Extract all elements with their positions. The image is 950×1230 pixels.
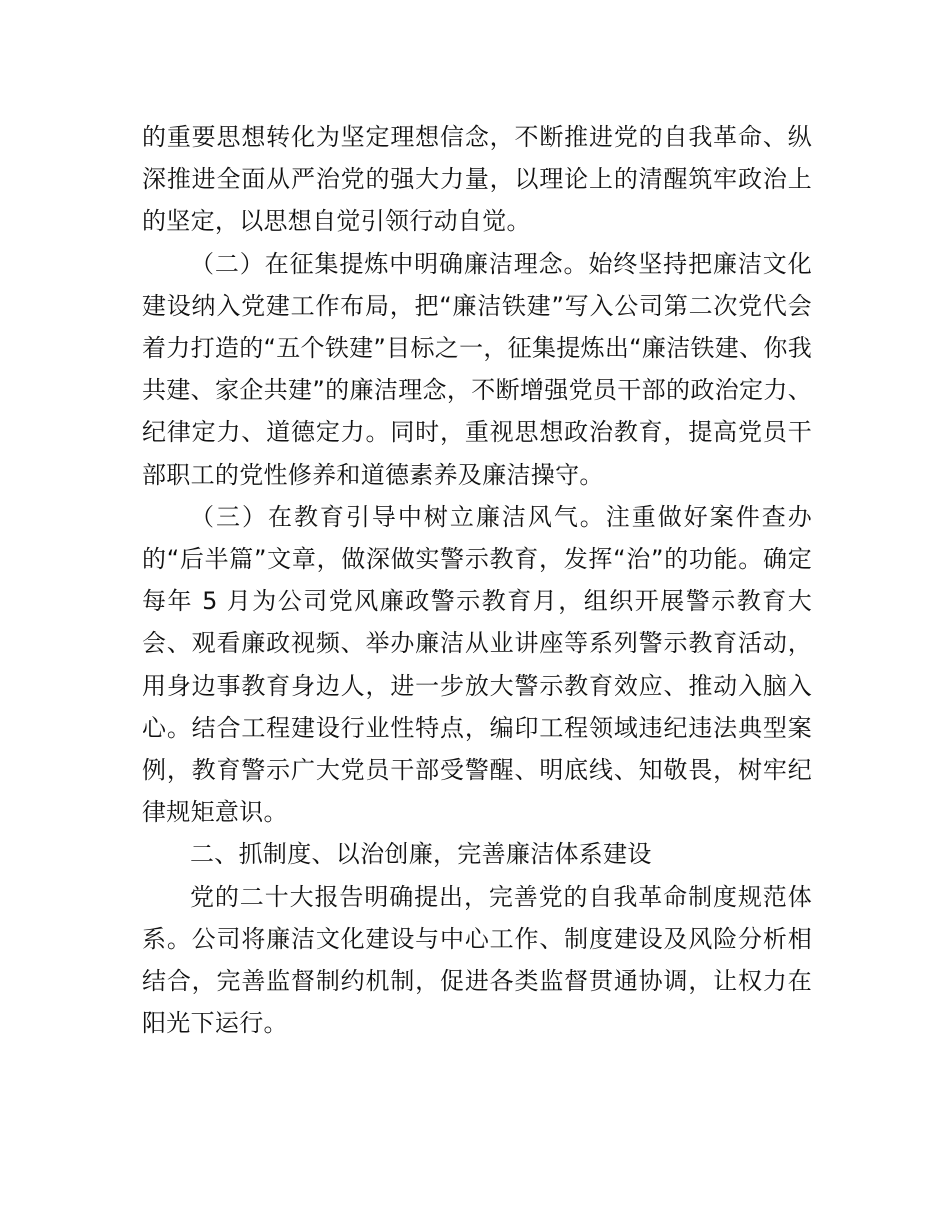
document-body xyxy=(142,116,812,1044)
paragraph-2: （二）在征集提炼中明确廉洁理念。始终坚持把廉洁文化建设纳入党建工作布局，把“廉洁铁建”写入公司第二次党代会着力打造的“五个铁建”目标之一，征集提炼出“廉洁铁建、你我共建、家企共建”的廉洁理念，不断增强党员干部的政治定力、纪律定力、道德定力。同时，重视思想政治教育，提高党员干部职工的党性修养和道德素养及廉洁操守。 xyxy=(142,249,812,489)
section-heading: 二、抓制度、以治创廉，完善廉洁体系建设 xyxy=(190,840,652,869)
paragraph-3: （三）在教育引导中树立廉洁风气。注重做好案件查办的“后半篇”文章，做深做实警示教育，发挥“治”的功能。确定每年 5 月为公司党风廉政警示教育月，组织开展警示教育大会、观看廉政视频、举办廉洁从业讲座等系列警示教育活动，用身边事教育身边人，进一步放大警示教育效应、推动入脑入心。结合工程建设行业性特点，编印工程领域违纪违法典型案例，教育警示广大党员干部受警醒、明底线、知敬畏，树牢纪律规矩意识。 xyxy=(142,502,812,827)
paragraph-1: 的重要思想转化为坚定理想信念，不断推进党的自我革命、纵深推进全面从严治党的强大力量，以理论上的清醒筑牢政治上的坚定，以思想自觉引领行动自觉。 xyxy=(142,123,812,236)
paragraph-5: 党的二十大报告明确提出，完善党的自我革命制度规范体系。公司将廉洁文化建设与中心工作、制度建设及风险分析相结合，完善监督制约机制，促进各类监督贯通协调，让权力在阳光下运行。 xyxy=(142,882,812,1038)
